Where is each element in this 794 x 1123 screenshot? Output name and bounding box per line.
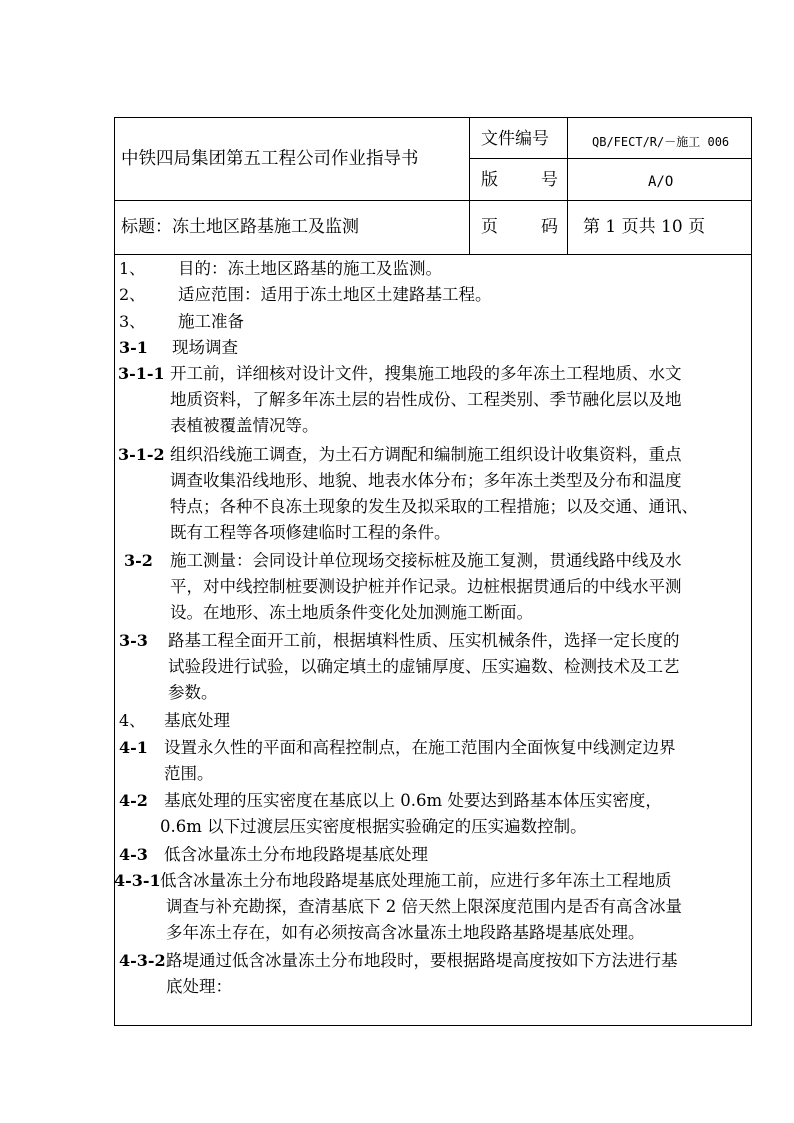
item-number: 4-2 bbox=[119, 791, 148, 810]
item-text: 基底处理 bbox=[164, 711, 230, 730]
item-text: 现场调查 bbox=[172, 338, 238, 357]
item-text: 特点；各种不良冻土现象的发生及拟采取的工程措施；以及交通、通讯、 bbox=[170, 497, 698, 516]
document-title: 标题：冻土地区路基施工及监测 bbox=[121, 217, 359, 237]
item-text: 表植被覆盖情况等。 bbox=[170, 416, 319, 435]
item-text: 参数。 bbox=[168, 683, 218, 702]
item-number: 3、 bbox=[119, 312, 146, 331]
page-label-1: 页 bbox=[481, 217, 498, 237]
item-number: 3-2 bbox=[124, 551, 153, 570]
item-text: 地质资料，了解多年冻土层的岩性成份、工程类别、季节融化层以及地 bbox=[170, 390, 682, 409]
item-number: 4-3 bbox=[119, 845, 148, 864]
item-text: 平，对中线控制桩要测设护桩并作记录。边桩根据贯通后的中线水平测 bbox=[170, 577, 682, 596]
item-number: 3-1 bbox=[119, 338, 148, 357]
rule-body-top bbox=[114, 254, 752, 255]
item-text: 既有工程等各项修建临时工程的条件。 bbox=[170, 523, 451, 542]
item-number: 3-1-1 bbox=[118, 364, 165, 383]
item-number: 4-3-1 bbox=[114, 871, 161, 890]
item-text: 设。在地形、冻土地质条件变化处加测施工断面。 bbox=[170, 603, 533, 622]
item-number: 4、 bbox=[119, 711, 146, 730]
rule-title-row bbox=[114, 200, 752, 201]
item-text: 适应范围：适用于冻土地区土建路基工程。 bbox=[178, 285, 492, 304]
item-text: 路堤通过低含冰量冻土分布地段时，要根据路堤高度按如下方法进行基 bbox=[166, 951, 678, 970]
company-title: 中铁四局集团第五工程公司作业指导书 bbox=[121, 149, 419, 169]
item-text: 施工测量：会同设计单位现场交接标桩及施工复测，贯通线路中线及水 bbox=[170, 551, 682, 570]
item-text: 试验段进行试验，以确定填土的虚铺厚度、压实遍数、检测技术及工艺 bbox=[168, 657, 680, 676]
item-text: 路基工程全面开工前，根据填料性质、压实机械条件，选择一定长度的 bbox=[168, 631, 680, 650]
item-text: 基底处理的压实密度在基底以上 0.6m 处要达到路基本体压实密度， bbox=[164, 791, 662, 810]
version-label-2: 号 bbox=[541, 170, 558, 190]
rule-version-row bbox=[469, 158, 752, 159]
rule-col-1 bbox=[469, 117, 470, 254]
item-text: 组织沿线施工调查，为土石方调配和编制施工组织设计收集资料，重点 bbox=[170, 445, 682, 464]
item-text: 设置永久性的平面和高程控制点，在施工范围内全面恢复中线测定边界 bbox=[164, 738, 676, 757]
item-number: 2、 bbox=[119, 285, 146, 304]
item-number: 1、 bbox=[119, 259, 146, 278]
item-text: 低含冰量冻土分布地段路堤基底处理 bbox=[164, 845, 428, 864]
item-text: 开工前，详细核对设计文件，搜集施工地段的多年冻土工程地质、水文 bbox=[170, 364, 682, 383]
item-text: 多年冻土存在，如有必须按高含冰量冻土地段路基路堤基底处理。 bbox=[166, 923, 645, 942]
rule-col-2 bbox=[567, 117, 568, 254]
item-number: 3-3 bbox=[119, 631, 148, 650]
version-value: A/O bbox=[648, 174, 674, 190]
doc-number-value: QB/FECT/R/－施工 006 bbox=[592, 135, 730, 149]
doc-number-label: 文件编号 bbox=[481, 129, 549, 149]
item-number: 4-1 bbox=[119, 738, 148, 757]
item-number: 4-3-2 bbox=[119, 951, 166, 970]
item-text: 调查收集沿线地形、地貌、地表水体分布；多年冻土类型及分布和温度 bbox=[170, 471, 682, 490]
item-text: 施工准备 bbox=[178, 312, 244, 331]
item-number: 3-1-2 bbox=[118, 445, 165, 464]
item-text: 底处理： bbox=[166, 977, 232, 996]
page-value: 第 1 页共 10 页 bbox=[583, 217, 706, 237]
item-text: 0.6m 以下过渡层压实密度根据实验确定的压实遍数控制。 bbox=[160, 817, 587, 836]
item-text: 调查与补充勘探，查清基底下 2 倍天然上限深度范围内是否有高含冰量 bbox=[166, 897, 682, 916]
item-text: 低含冰量冻土分布地段路堤基底处理施工前，应进行多年冻土工程地质 bbox=[160, 871, 672, 890]
item-text: 目的：冻土地区路基的施工及监测。 bbox=[178, 259, 442, 278]
item-text: 范围。 bbox=[164, 764, 214, 783]
page-label-2: 码 bbox=[541, 217, 558, 237]
version-label-1: 版 bbox=[481, 170, 498, 190]
